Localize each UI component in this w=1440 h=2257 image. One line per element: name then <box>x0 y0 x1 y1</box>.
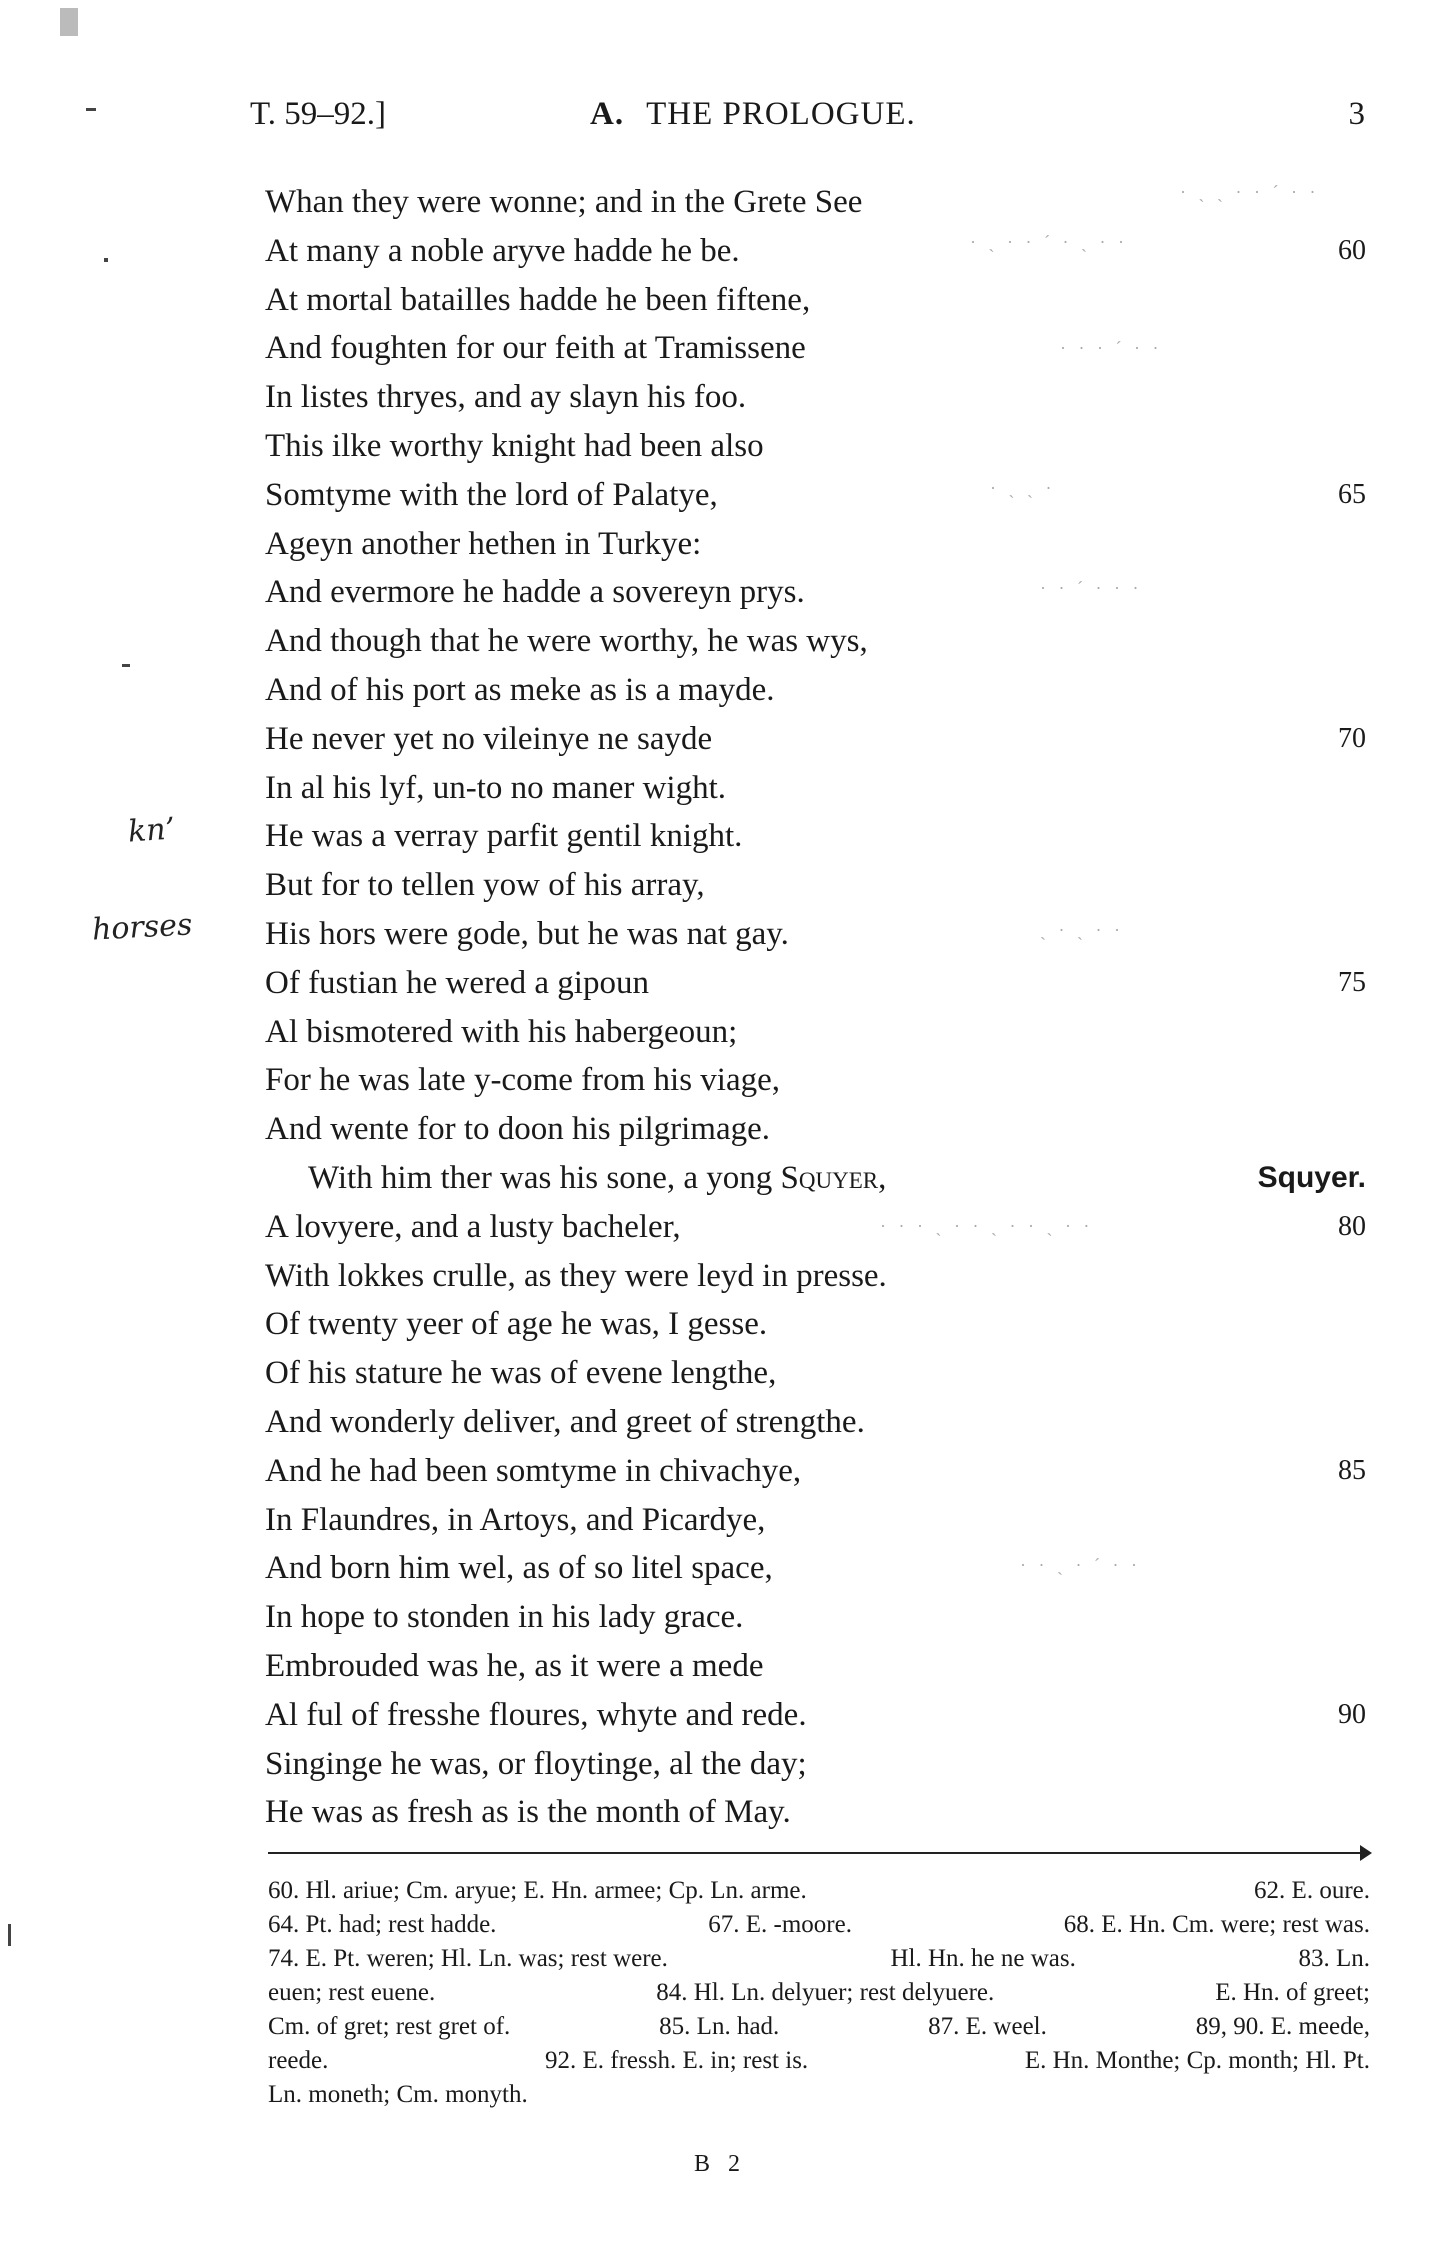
verse-line <box>0 1398 1440 1447</box>
verse-line <box>0 1252 1440 1301</box>
footnote-line <box>268 2010 1370 2044</box>
footnote-entry: 89, 90. E. meede, <box>1195 2013 1370 2040</box>
verse-line <box>0 227 1440 276</box>
footnote-entry: 60. Hl. ariue; Cm. aryue; E. Hn. armee; Cp. Ln. arme. <box>268 1877 807 1904</box>
footnote-line <box>268 1976 1370 2010</box>
verse-text: In al his lyf, un-to no maner wight. <box>265 769 727 806</box>
page-number: 3 <box>1348 96 1365 132</box>
pencil-marks: ˏ · ˎ · · <box>1040 920 1124 940</box>
line-number: 90 <box>1338 1698 1366 1730</box>
footnote-entry: 92. E. fressh. E. in; rest is. <box>545 2047 809 2074</box>
footnote-entry: 83. Ln. <box>1298 1945 1370 1972</box>
verse-line <box>0 1496 1440 1545</box>
footnote-line <box>268 2044 1370 2078</box>
signature-mark: B 2 <box>693 2151 746 2177</box>
verse-text: At mortal batailles hadde he been fiftene, <box>265 281 811 318</box>
verse-line <box>0 1642 1440 1691</box>
verse-line <box>0 959 1440 1008</box>
verse-text: And though that he were worthy, he was wys, <box>265 623 868 660</box>
verse-text: Singinge he was, or floytinge, al the day; <box>265 1745 807 1782</box>
footnote-entry: 68. E. Hn. Cm. were; rest was. <box>1063 1911 1370 1938</box>
pencil-marks: · · · ˏ · · ˎ · · ˏ · · <box>880 1216 1094 1236</box>
footnote-line <box>268 1942 1370 1976</box>
footnote-line <box>268 2078 1370 2112</box>
verse-line <box>0 568 1440 617</box>
verse-text: For he was late y-come from his viage, <box>265 1062 781 1099</box>
verse-text: And wente for to doon his pilgrimage. <box>265 1111 770 1148</box>
verse-text: Of twenty yeer of age he was, I gesse. <box>265 1306 768 1343</box>
verse-text: In listes thryes, and ay slayn his foo. <box>265 379 747 416</box>
side-heading: Squyer. <box>1257 1160 1366 1194</box>
verse-text: And of his port as meke as is a mayde. <box>265 671 775 708</box>
verse-line <box>0 324 1440 373</box>
footnote-rule-arrow <box>1360 1845 1372 1861</box>
verse-text: Somtyme with the lord of Palatye, <box>265 476 718 513</box>
verse-text: And he had been somtyme in chivachye, <box>265 1452 802 1489</box>
section-title <box>590 96 916 133</box>
verse-text: He was as fresh as is the month of May. <box>265 1794 791 1831</box>
margin-dot <box>86 108 96 111</box>
running-head <box>250 96 1365 142</box>
verse-text-part: , <box>878 1159 887 1196</box>
pencil-marks: · ˎ · · ˊ · ˏ · · <box>970 232 1128 252</box>
footnote-entry: 64. Pt. had; rest hadde. <box>268 1911 497 1938</box>
verse-line <box>0 373 1440 422</box>
verse-line <box>0 1349 1440 1398</box>
verse-line <box>0 764 1440 813</box>
pencil-marks: · ˏ ˎ · · ˊ · · <box>1180 182 1320 202</box>
footnote-entry: 85. Ln. had. <box>659 2013 780 2040</box>
verse-line <box>0 1544 1440 1593</box>
verse-text: Whan they were wonne; and in the Grete See <box>265 184 863 220</box>
verse-line <box>0 1056 1440 1105</box>
verse-line <box>0 1593 1440 1642</box>
verse-text: This ilke worthy knight had been also <box>265 427 764 464</box>
footnote-entry: E. Hn. of greet; <box>1215 1979 1370 2006</box>
verse-text: And evermore he hadde a sovereyn prys. <box>265 574 805 611</box>
line-number: 60 <box>1338 234 1366 266</box>
verse-text: In hope to stonden in his lady grace. <box>265 1599 744 1636</box>
footnote-entry: Hl. Hn. he ne was. <box>890 1945 1076 1972</box>
verse-line <box>0 1008 1440 1057</box>
footnote-rule <box>268 1852 1370 1854</box>
verse-line <box>0 1154 1440 1203</box>
verse-text: His hors were gode, but he was nat gay. <box>265 915 789 952</box>
verse-text: And wonderly deliver, and greet of strengthe. <box>265 1403 865 1440</box>
footnote-entry: reede. <box>268 2047 329 2074</box>
footnote-entry: Cm. of gret; rest gret of. <box>268 2013 511 2040</box>
small-caps-word: Squyer <box>780 1159 879 1196</box>
footnote-line <box>268 1908 1370 1942</box>
footnote-entry: Ln. moneth; Cm. monyth. <box>268 2081 528 2108</box>
line-number: 85 <box>1338 1454 1366 1486</box>
line-number: 75 <box>1338 966 1366 998</box>
footnote-entry: E. Hn. Monthe; Cp. month; Hl. Pt. <box>1024 2047 1370 2074</box>
verse-line <box>0 617 1440 666</box>
verse-line <box>0 1447 1440 1496</box>
verse-line <box>0 1788 1440 1837</box>
verse-line <box>0 812 1440 861</box>
section-letter: A. <box>590 96 625 132</box>
verse-line <box>0 1105 1440 1154</box>
verse-line <box>0 715 1440 764</box>
line-number: 80 <box>1338 1210 1366 1242</box>
footnote-entry: 67. E. -moore. <box>708 1911 852 1938</box>
pencil-marks: · · ˊ · · · <box>1040 578 1143 598</box>
verse-text: In Flaundres, in Artoys, and Picardye, <box>265 1501 766 1538</box>
line-range: T. 59–92.] <box>250 96 386 132</box>
verse-line <box>0 861 1440 910</box>
verse-text: A lovyere, and a lusty bacheler, <box>265 1208 681 1245</box>
prologue-title: THE PROLOGUE. <box>646 96 916 132</box>
handwritten-margin-note: horses <box>91 907 194 948</box>
margin-dot <box>8 1924 11 1946</box>
verse-line <box>0 1300 1440 1349</box>
verse-block <box>0 178 1440 1837</box>
handwritten-margin-note: kn’ <box>126 811 177 850</box>
verse-text <box>308 1154 886 1203</box>
verse-line <box>0 276 1440 325</box>
verse-text: At many a noble aryve hadde he be. <box>265 232 740 269</box>
verse-line <box>0 471 1440 520</box>
footnote-entry: 84. Hl. Ln. delyuer; rest delyuere. <box>656 1979 995 2006</box>
verse-line <box>0 666 1440 715</box>
margin-dot <box>104 258 108 262</box>
verse-text: Embrouded was he, as it were a mede <box>265 1647 764 1684</box>
pencil-marks: · · · ˊ · · <box>1060 338 1163 358</box>
footnote-entry: euen; rest euene. <box>268 1979 436 2006</box>
margin-dot <box>122 664 130 667</box>
footnote-entry: 87. E. weel. <box>928 2013 1047 2040</box>
pencil-marks: · · ˎ · ˊ · · <box>1020 1555 1141 1575</box>
verse-line <box>0 520 1440 569</box>
verse-text-part: With him ther was his sone, a yong <box>308 1159 781 1196</box>
verse-line <box>0 422 1440 471</box>
verse-text: Of his stature he was of evene lengthe, <box>265 1355 777 1392</box>
verse-text: Ageyn another hethen in Turkye: <box>265 525 702 562</box>
verse-text: And foughten for our feith at Tramissene <box>265 330 806 367</box>
verse-line <box>0 910 1440 959</box>
footnote-entry: 74. E. Pt. weren; Hl. Ln. was; rest were. <box>268 1945 668 1972</box>
line-number: 65 <box>1338 478 1366 510</box>
line-number: 70 <box>1338 722 1366 754</box>
footnotes <box>268 1874 1370 2112</box>
verse-line <box>0 1203 1440 1252</box>
verse-text: He was a verray parfit gentil knight. <box>265 818 743 855</box>
verse-text: And born him wel, as of so litel space, <box>265 1550 773 1587</box>
verse-text: With lokkes crulle, as they were leyd in presse. <box>265 1257 887 1294</box>
verse-line <box>0 1691 1440 1740</box>
margin-smudge <box>60 8 78 36</box>
verse-line <box>0 1740 1440 1789</box>
verse-text: Al bismotered with his habergeoun; <box>265 1013 738 1050</box>
verse-text: He never yet no vileinye ne sayde <box>265 720 713 757</box>
pencil-marks: · ˏ ˎ · <box>990 478 1056 498</box>
verse-text: But for to tellen yow of his array, <box>265 867 705 904</box>
footnote-line <box>268 1874 1370 1908</box>
verse-text: Al ful of fresshe floures, whyte and rede. <box>265 1696 807 1733</box>
verse-text: Of fustian he wered a gipoun <box>265 964 649 1001</box>
footnote-entry: 62. E. oure. <box>1254 1877 1370 1904</box>
